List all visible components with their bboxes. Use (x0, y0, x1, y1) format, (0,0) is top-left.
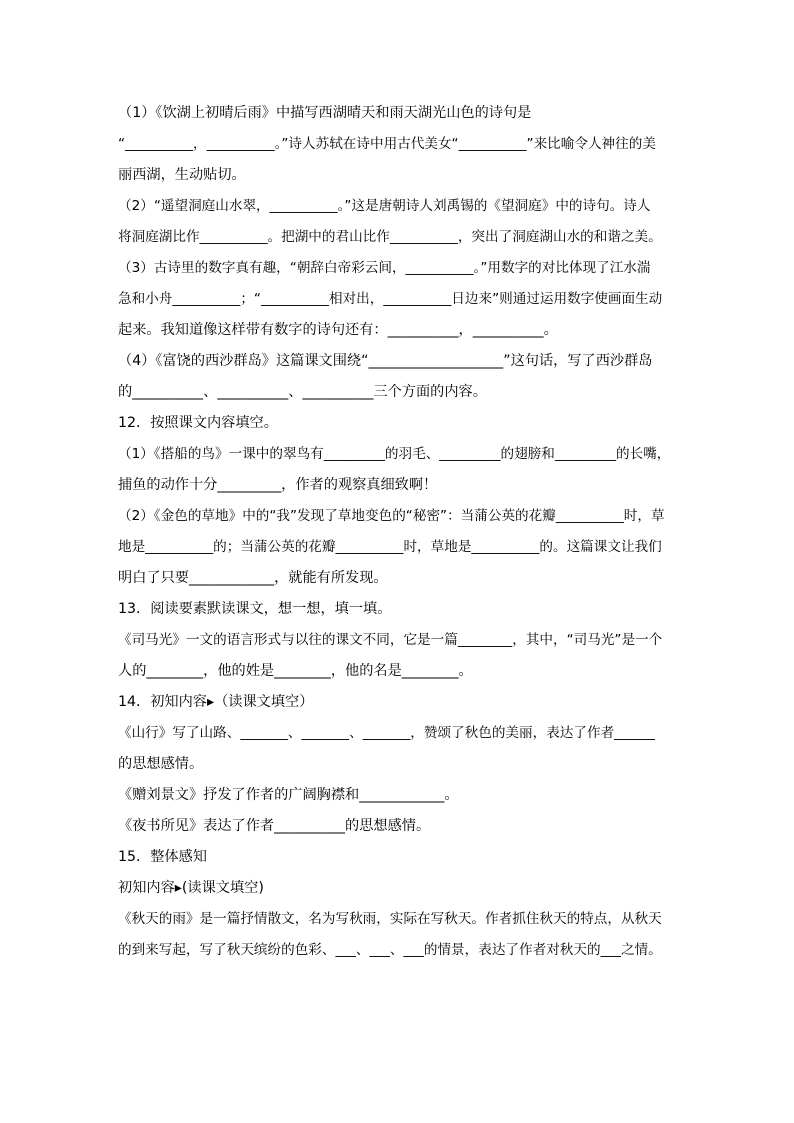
question-heading: 15．整体感知 (118, 849, 207, 865)
text-line: （1）《搭船的鸟》一课中的翠鸟有_________的羽毛、_________的翅膀和_________的长嘴， (118, 446, 671, 462)
text-line: 的思想感情。 (118, 756, 204, 772)
text-line: 地是__________的；当蒲公英的花瓣__________时，草地是__________的。这篇课文让我们 (118, 539, 662, 555)
text-line: 《司马光》一文的语言形式与以往的课文不同，它是一篇________，其中，“司马光”是一个 (118, 632, 663, 648)
text-line: 明白了只要____________，就能有所发现。 (118, 570, 388, 586)
question-heading: 14．初知内容▸（读课文填空） (118, 694, 314, 710)
text-line: （3）古诗里的数字真有趣，“朝辞白帝彩云间，__________。”用数字的对比体现了江水湍 (118, 260, 651, 276)
question-heading: 13．阅读要素默读课文，想一想，填一填。 (118, 601, 392, 617)
text-line: 捕鱼的动作十分_________，作者的观察真细致啊！ (118, 477, 438, 493)
text-line: 急和小舟__________；“__________相对出，__________日边来”则通过运用数字使画面生动 (118, 291, 663, 307)
text-line: 将洞庭湖比作__________。把湖中的君山比作__________，突出了洞庭湖山水的和谐之美。 (118, 229, 662, 245)
text-line: （4）《富饶的西沙群岛》这篇课文围绕“___________________”这句话，写了西沙群岛 (118, 353, 653, 369)
text-line: 人的________，他的姓是________，他的名是________。 (118, 663, 473, 679)
text-line: 《赠刘景文》抒发了作者的广阔胸襟和____________。 (118, 787, 459, 803)
text-line: 起来。我知道像这样带有数字的诗句还有：__________，__________。 (118, 322, 558, 338)
text-line: 的__________、__________、__________三个方面的内容。 (118, 384, 487, 400)
question-heading: 12．按照课文内容填空。 (118, 415, 278, 431)
text-line: “__________，__________。”诗人苏轼在诗中用古代美女“__________”来比喻令人神往的美 (118, 136, 656, 152)
text-line: 丽西湖，生动贴切。 (118, 167, 246, 183)
text-line: （2）“遥望洞庭山水翠，__________。”这是唐朝诗人刘禹锡的《望洞庭》中的诗句。诗人 (118, 198, 651, 214)
text-line: （2）《金色的草地》中的“我”发现了草地变色的“秘密”：当蒲公英的花瓣__________时，草 (118, 508, 665, 524)
text-line: 的到来写起，写了秋天缤纷的色彩、___、___、___的情景，表达了作者对秋天的___之情。 (118, 942, 662, 958)
text-line: （1）《饮湖上初晴后雨》中描写西湖晴天和雨天湖光山色的诗句是 (118, 105, 532, 121)
text-line: 《夜书所见》表达了作者__________的思想感情。 (118, 818, 431, 834)
text-line: 《秋天的雨》是一篇抒情散文，名为写秋雨，实际在写秋天。作者抓住秋天的特点，从秋天 (118, 911, 662, 927)
text-line: 《山行》写了山路、_______、_______、_______，赞颂了秋色的美丽，表达了作者______ (118, 725, 655, 741)
text-line: 初知内容▸(读课文填空) (118, 880, 264, 896)
